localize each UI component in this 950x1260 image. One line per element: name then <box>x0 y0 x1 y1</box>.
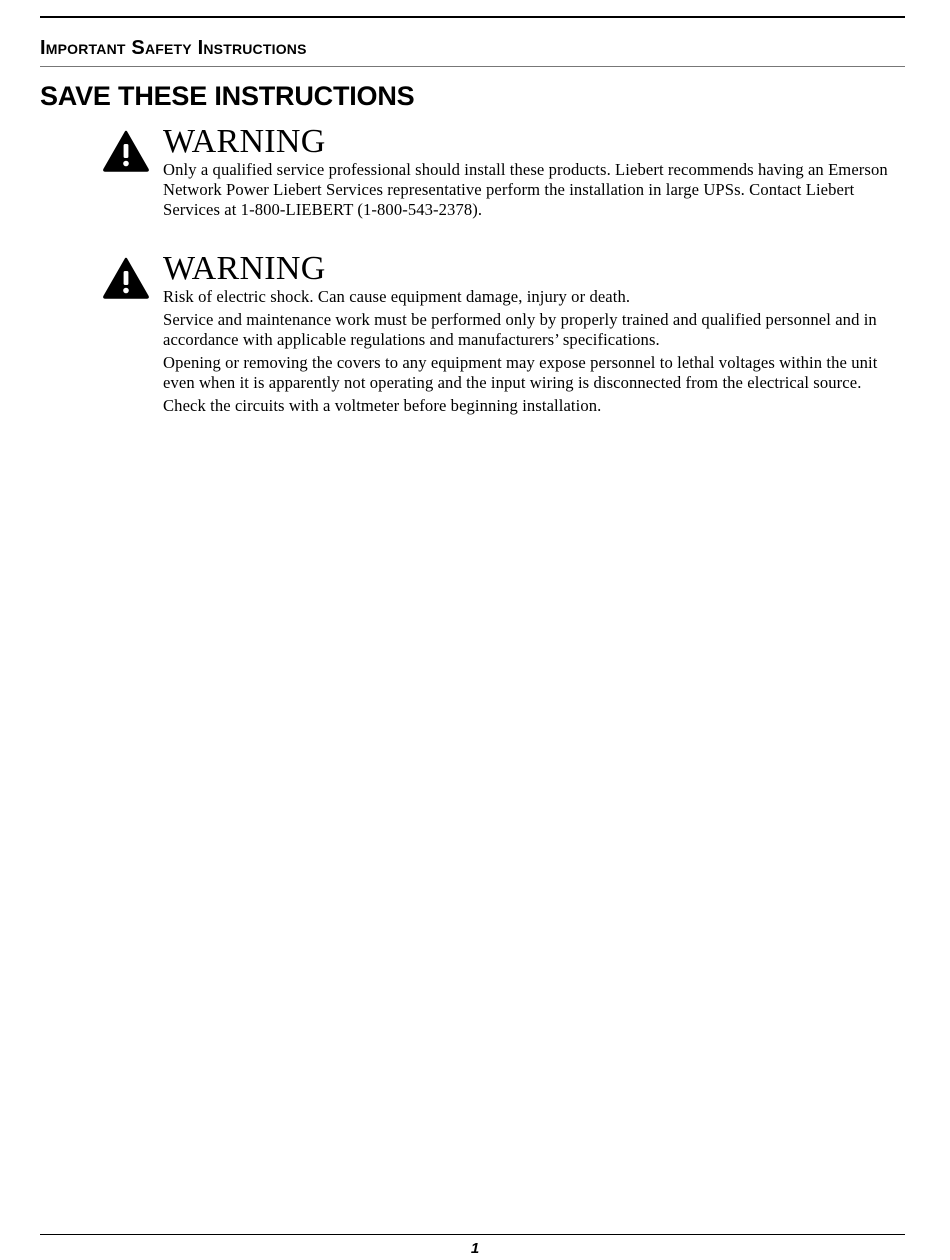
header-rule <box>40 66 905 67</box>
page-heading: SAVE THESE INSTRUCTIONS <box>40 81 415 111</box>
warning-paragraph: Risk of electric shock. Can cause equipment damage, injury or death. <box>163 287 631 306</box>
warning-paragraph: Service and maintenance work must be performed only by properly trained and qualified personnel and in accordance with applicable regulations and manufacturers’ specifications. <box>163 310 877 349</box>
warning-body <box>163 124 905 220</box>
top-rule <box>40 16 905 18</box>
running-header: Important Safety Instructions <box>40 37 307 59</box>
warning-title: WARNING <box>163 123 326 160</box>
warning-title: WARNING <box>163 250 326 287</box>
warning-paragraph: Opening or removing the covers to any equipment may expose personnel to lethal voltages within the unit even when it is apparently not operating and the input wiring is disconnected from the electrical source. <box>163 353 878 392</box>
warning-triangle-icon <box>103 257 149 299</box>
warning-body <box>163 251 905 416</box>
page-number: 1 <box>470 1240 480 1257</box>
bottom-rule <box>40 1234 905 1235</box>
warning-paragraph: Check the circuits with a voltmeter before beginning installation. <box>163 396 602 415</box>
warning-triangle-icon <box>103 130 149 172</box>
warning-paragraph: Only a qualified service professional should install these products. Liebert recommends having an Emerson Network Power Liebert Services representative perform the installation in large UPSs. Contact Liebert Services at 1-800-LIEBERT (1-800-543-2378). <box>163 160 888 219</box>
